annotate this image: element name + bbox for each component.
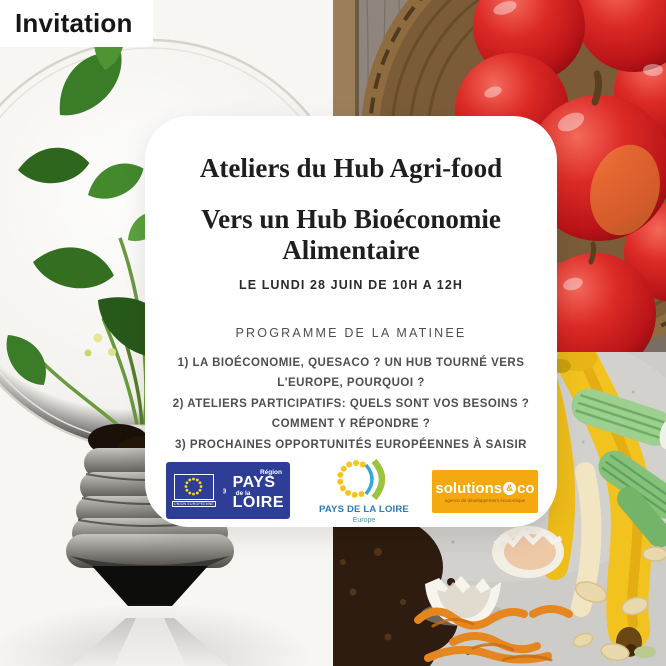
event-datetime: LE LUNDI 28 JUIN DE 10H A 12H	[238, 278, 464, 292]
program-item-3: 3) PROCHAINES OPPORTUNITÉS EUROPÉENNES À SAISIR	[175, 438, 527, 451]
program-item-2: 2) ATELIERS PARTICIPATIFS: QUELS SONT VOS BESOINS ? COMMENT Y RÉPONDRE ?	[172, 397, 530, 431]
program-list	[154, 353, 548, 455]
program-heading: PROGRAMME DE LA MATINEE	[235, 326, 467, 340]
solutions-word: solutions	[435, 479, 503, 497]
region-word: Région	[259, 468, 282, 476]
dela-word: de la	[235, 489, 251, 497]
pays-de-la-loire-europe-logo	[308, 457, 420, 524]
program-item-1: 1) LA BIOÉCONOMIE, QUESACO ? UN HUB TOURNÉ VERS L'EUROPE, POURQUOI ?	[177, 357, 525, 390]
event-subtitle: Vers un Hub Bioéconomie Alimentaire	[201, 204, 501, 265]
invitation-badge-label: Invitation	[15, 8, 133, 38]
solutionsco-wordmark	[435, 480, 534, 497]
solutionsco-tagline: agence de développement économique	[444, 498, 526, 504]
eu-flag-stars-icon	[174, 474, 214, 500]
loire-word: LOIRE	[232, 494, 284, 512]
invitation-badge	[0, 0, 153, 47]
ampersand-circle-icon: &	[503, 482, 516, 495]
event-title: Ateliers du Hub Agri-food	[199, 153, 503, 183]
eu-flag	[172, 474, 216, 508]
pdl-name: PAYS DE LA LOIRE	[319, 504, 409, 515]
double-chevron-icon	[223, 472, 226, 510]
eu-region-pays-de-la-loire-logo	[166, 462, 290, 519]
region-wordmark	[233, 470, 284, 511]
eu-flag-caption: UNION EUROPÉENNE	[174, 502, 214, 507]
event-card	[145, 116, 557, 527]
pays-word: PAYS	[232, 473, 276, 491]
co-word: co	[517, 479, 535, 497]
pdl-sub: Europe	[352, 517, 376, 524]
eu-stars-icon	[175, 475, 212, 498]
solutionsco-logo	[432, 470, 538, 513]
dotted-circle-arcs-icon	[336, 457, 392, 503]
